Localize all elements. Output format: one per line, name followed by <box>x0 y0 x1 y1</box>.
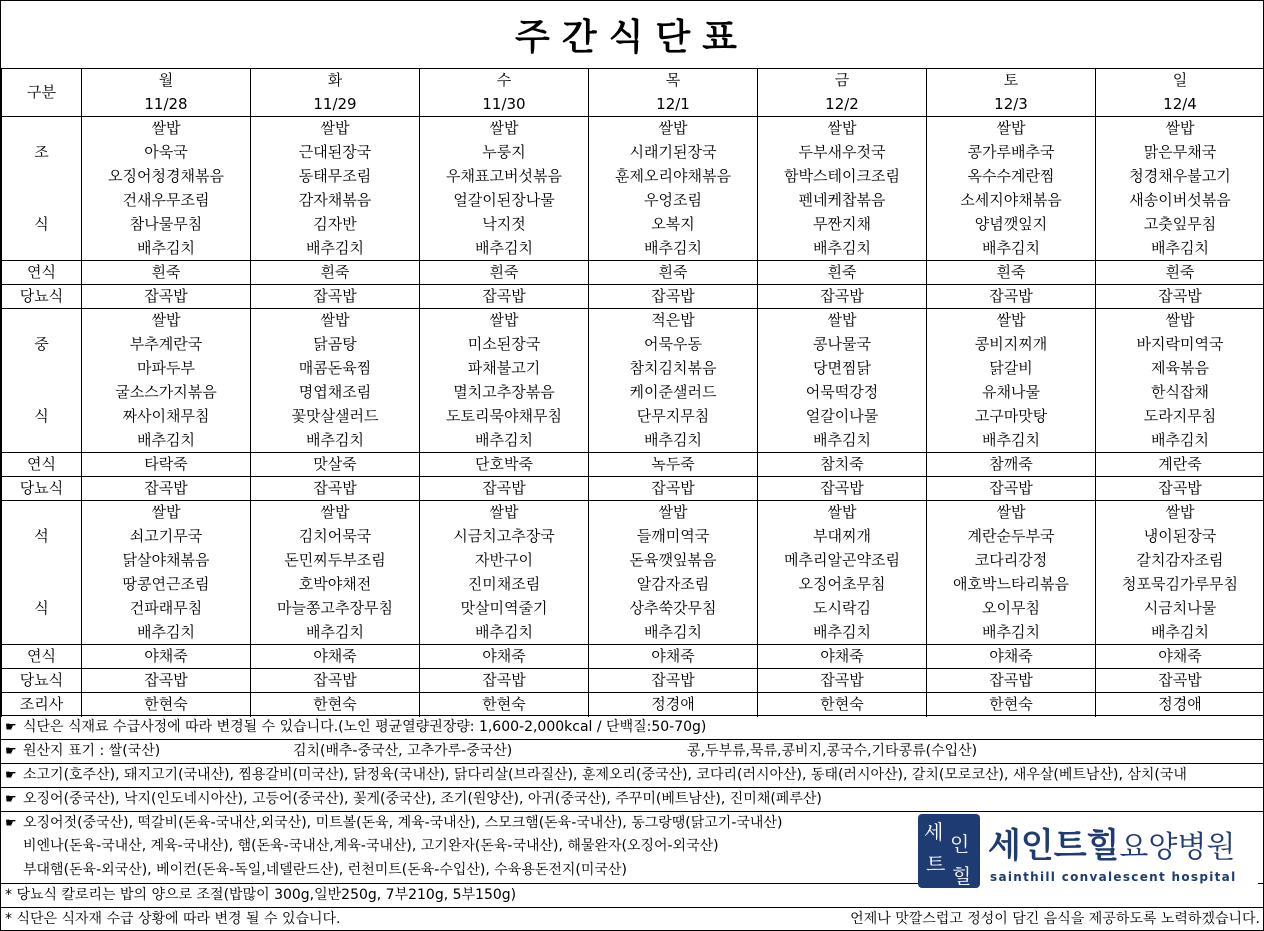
menu-cell: 쌀밥 <box>82 117 251 141</box>
menu-cell: 맛살죽 <box>251 453 420 477</box>
header-date: 12/3 <box>927 93 1096 117</box>
menu-cell: 잡곡밥 <box>927 669 1096 693</box>
row-category: 석 <box>2 525 82 549</box>
header-day: 목 <box>589 69 758 93</box>
menu-cell: 잡곡밥 <box>758 285 927 309</box>
menu-cell: 잡곡밥 <box>589 285 758 309</box>
note-seafood-origin: ☛ 오징어(중국산), 낙지(인도네시아산), 고등어(중국산), 꽃게(중국산), 조기(원양산), 아귀(중국산), 주꾸미(베트남산), 진미채(페루산) <box>1 787 1264 811</box>
menu-cell: 닭살야채볶음 <box>82 549 251 573</box>
table-row <box>2 237 1264 261</box>
menu-cell: 잡곡밥 <box>420 285 589 309</box>
menu-cell: 콩나물국 <box>758 333 927 357</box>
menu-cell: 배추김치 <box>927 237 1096 261</box>
menu-cell: 바지락미역국 <box>1096 333 1264 357</box>
menu-cell: 단호박죽 <box>420 453 589 477</box>
menu-cell: 어묵우동 <box>589 333 758 357</box>
menu-cell: 잡곡밥 <box>927 285 1096 309</box>
menu-cell: 도라지무침 <box>1096 405 1264 429</box>
pointing-hand-icon: ☛ <box>5 720 17 735</box>
menu-cell: 우엉조림 <box>589 189 758 213</box>
row-category: 당뇨식 <box>2 285 82 309</box>
menu-cell: 잡곡밥 <box>927 477 1096 501</box>
menu-cell: 쌀밥 <box>420 501 589 525</box>
menu-cell: 배추김치 <box>251 429 420 453</box>
menu-cell: 잡곡밥 <box>589 477 758 501</box>
row-category: 연식 <box>2 261 82 285</box>
menu-cell: 잡곡밥 <box>251 285 420 309</box>
menu-cell: 고춧잎무침 <box>1096 213 1264 237</box>
menu-cell: 제육볶음 <box>1096 357 1264 381</box>
menu-cell: 쌀밥 <box>420 117 589 141</box>
table-row <box>2 285 1264 309</box>
menu-cell: 파채불고기 <box>420 357 589 381</box>
row-category <box>2 621 82 645</box>
table-row <box>2 525 1264 549</box>
menu-cell: 땅콩연근조림 <box>82 573 251 597</box>
row-category: 조리사 <box>2 693 82 717</box>
table-row <box>2 189 1264 213</box>
menu-cell: 잡곡밥 <box>420 669 589 693</box>
menu-cell: 쌀밥 <box>927 117 1096 141</box>
menu-cell: 한현숙 <box>82 693 251 717</box>
menu-cell: 참나물무침 <box>82 213 251 237</box>
row-category <box>2 429 82 453</box>
menu-cell: 맑은무채국 <box>1096 141 1264 165</box>
table-row <box>2 141 1264 165</box>
note-processed-origin: ☛ 오징어젓(중국산), 떡갈비(돈육-국내산,외국산), 미트볼(돈육, 계육-국내산), 스모크햄(돈육-국내산), 동그랑땡(닭고기-국내산) <box>1 811 1264 835</box>
menu-cell: 배추김치 <box>251 237 420 261</box>
table-row <box>2 573 1264 597</box>
menu-cell: 냉이된장국 <box>1096 525 1264 549</box>
menu-cell: 얼갈이나물 <box>758 405 927 429</box>
menu-cell: 쌀밥 <box>251 501 420 525</box>
header-date: 11/29 <box>251 93 420 117</box>
table-row <box>2 693 1264 717</box>
menu-cell: 쌀밥 <box>758 501 927 525</box>
menu-cell: 짜사이채무침 <box>82 405 251 429</box>
row-category: 중 <box>2 333 82 357</box>
header-date: 11/28 <box>82 93 251 117</box>
table-row <box>2 117 1264 141</box>
note-notice: ☛ 식단은 식재료 수급사정에 따라 변경될 수 있습니다.(노인 평균열량권장량: 1,600-2,000kcal / 단백질:50-70g) <box>1 715 1264 739</box>
menu-cell: 고구마맛탕 <box>927 405 1096 429</box>
menu-cell: 야채죽 <box>251 645 420 669</box>
menu-cell: 한현숙 <box>758 693 927 717</box>
row-category: 식 <box>2 405 82 429</box>
menu-cell: 오이무침 <box>927 597 1096 621</box>
menu-cell: 건파래무침 <box>82 597 251 621</box>
menu-cell: 자반구이 <box>420 549 589 573</box>
menu-cell: 정경애 <box>1096 693 1264 717</box>
menu-cell: 흰죽 <box>82 261 251 285</box>
menu-cell: 배추김치 <box>1096 429 1264 453</box>
header-date: 12/2 <box>758 93 927 117</box>
menu-cell: 배추김치 <box>927 429 1096 453</box>
menu-cell: 콩가루배추국 <box>927 141 1096 165</box>
menu-cell: 야채죽 <box>420 645 589 669</box>
menu-cell: 잡곡밥 <box>1096 477 1264 501</box>
menu-cell: 유채나물 <box>927 381 1096 405</box>
menu-cell: 새송이버섯볶음 <box>1096 189 1264 213</box>
menu-cell: 잡곡밥 <box>1096 669 1264 693</box>
menu-cell: 야채죽 <box>758 645 927 669</box>
menu-cell: 근대된장국 <box>251 141 420 165</box>
table-row <box>2 309 1264 333</box>
menu-cell: 양념깻잎지 <box>927 213 1096 237</box>
menu-cell: 계란죽 <box>1096 453 1264 477</box>
note-meat-origin: ☛ 소고기(호주산), 돼지고기(국내산), 찜용갈비(미국산), 닭정육(국내산), 닭다리살(브라질산), 훈제오리(중국산), 코다리(러시아산), 동태(러시아산), 갈치(모로코산), 새우살(베트남산), 삼치(국내 <box>1 763 1264 787</box>
header-date: 12/1 <box>589 93 758 117</box>
menu-cell: 한현숙 <box>251 693 420 717</box>
header-day: 수 <box>420 69 589 93</box>
menu-cell: 잡곡밥 <box>82 477 251 501</box>
header-day: 화 <box>251 69 420 93</box>
menu-cell: 정경애 <box>589 693 758 717</box>
menu-cell: 계란순두부국 <box>927 525 1096 549</box>
menu-cell: 배추김치 <box>589 621 758 645</box>
menu-cell: 쌀밥 <box>1096 309 1264 333</box>
row-category: 식 <box>2 213 82 237</box>
menu-cell: 진미채조림 <box>420 573 589 597</box>
menu-cell: 메추리알곤약조림 <box>758 549 927 573</box>
logo-emblem: 세 인 트 힐 <box>918 814 980 888</box>
menu-cell: 잡곡밥 <box>420 477 589 501</box>
menu-cell: 쌀밥 <box>251 117 420 141</box>
header-row-dates <box>2 93 1264 117</box>
menu-cell: 청경채우불고기 <box>1096 165 1264 189</box>
menu-cell: 배추김치 <box>589 429 758 453</box>
note-footer: * 식단은 식자재 수급 상황에 따라 변경 될 수 있습니다. 언제나 맛깔스럽고 정성이 담긴 음식을 제공하도록 노력하겠습니다. <box>1 907 1264 931</box>
menu-cell: 김자반 <box>251 213 420 237</box>
menu-cell: 누룽지 <box>420 141 589 165</box>
row-category: 조 <box>2 141 82 165</box>
menu-cell: 오징어청경채볶음 <box>82 165 251 189</box>
menu-cell: 흰죽 <box>927 261 1096 285</box>
hospital-logo <box>918 814 1258 892</box>
menu-cell: 흰죽 <box>758 261 927 285</box>
row-category <box>2 189 82 213</box>
menu-cell: 펜네케찹볶음 <box>758 189 927 213</box>
menu-cell: 참치죽 <box>758 453 927 477</box>
menu-cell: 옥수수계란찜 <box>927 165 1096 189</box>
row-category: 식 <box>2 597 82 621</box>
menu-cell: 아욱국 <box>82 141 251 165</box>
menu-cell: 부추계란국 <box>82 333 251 357</box>
menu-cell: 잡곡밥 <box>251 669 420 693</box>
logo-name: 세인트힐요양병원 <box>988 826 1236 866</box>
menu-cell: 잡곡밥 <box>758 669 927 693</box>
menu-cell: 쌀밥 <box>758 309 927 333</box>
menu-cell: 쌀밥 <box>589 501 758 525</box>
menu-cell: 마파두부 <box>82 357 251 381</box>
menu-cell: 잡곡밥 <box>82 285 251 309</box>
page-title: 주간식단표 <box>515 17 749 58</box>
row-category <box>2 573 82 597</box>
menu-cell: 동태무조림 <box>251 165 420 189</box>
header-label: 구분 <box>2 69 82 117</box>
menu-cell: 우채표고버섯볶음 <box>420 165 589 189</box>
menu-cell: 굴소스가지볶음 <box>82 381 251 405</box>
row-category: 연식 <box>2 453 82 477</box>
pointing-hand-icon: ☛ <box>5 744 17 759</box>
menu-cell: 흰죽 <box>251 261 420 285</box>
menu-cell: 참깨죽 <box>927 453 1096 477</box>
menu-cell: 단무지무침 <box>589 405 758 429</box>
menu-cell: 쌀밥 <box>82 309 251 333</box>
menu-cell: 타락죽 <box>82 453 251 477</box>
row-category <box>2 237 82 261</box>
row-category <box>2 309 82 333</box>
menu-cell: 멸치고추장볶음 <box>420 381 589 405</box>
menu-cell: 꽃맛살샐러드 <box>251 405 420 429</box>
menu-cell: 시금치고추장국 <box>420 525 589 549</box>
menu-cell: 닭갈비 <box>927 357 1096 381</box>
menu-cell: 배추김치 <box>1096 621 1264 645</box>
header-row-days <box>2 69 1264 93</box>
menu-cell: 훈제오리야채볶음 <box>589 165 758 189</box>
pointing-hand-icon: ☛ <box>5 816 17 831</box>
row-category <box>2 357 82 381</box>
menu-cell: 코다리강정 <box>927 549 1096 573</box>
table-row <box>2 549 1264 573</box>
menu-cell: 배추김치 <box>420 429 589 453</box>
menu-cell: 두부새우젓국 <box>758 141 927 165</box>
menu-cell: 오복지 <box>589 213 758 237</box>
menu-cell: 함박스테이크조림 <box>758 165 927 189</box>
menu-cell: 닭곰탕 <box>251 333 420 357</box>
menu-cell: 김치어묵국 <box>251 525 420 549</box>
pointing-hand-icon: ☛ <box>5 768 17 783</box>
table-row <box>2 597 1264 621</box>
menu-cell: 청포묵김가루무침 <box>1096 573 1264 597</box>
note-diabetic-calorie: * 당뇨식 칼로리는 밥의 양으로 조절(밥많이 300g,일반250g, 7부210g, 5부150g) <box>1 883 1264 907</box>
menu-cell: 야채죽 <box>927 645 1096 669</box>
menu-cell: 쌀밥 <box>420 309 589 333</box>
menu-cell: 적은밥 <box>589 309 758 333</box>
menu-cell: 한현숙 <box>420 693 589 717</box>
menu-cell: 잡곡밥 <box>758 477 927 501</box>
menu-cell: 케이준샐러드 <box>589 381 758 405</box>
menu-cell: 배추김치 <box>927 621 1096 645</box>
menu-cell: 잡곡밥 <box>1096 285 1264 309</box>
row-category: 연식 <box>2 645 82 669</box>
menu-cell: 쌀밥 <box>589 117 758 141</box>
menu-cell: 참치김치볶음 <box>589 357 758 381</box>
menu-cell: 배추김치 <box>82 621 251 645</box>
menu-cell: 애호박느타리볶음 <box>927 573 1096 597</box>
menu-cell: 야채죽 <box>589 645 758 669</box>
row-category <box>2 165 82 189</box>
menu-cell: 잡곡밥 <box>251 477 420 501</box>
table-row <box>2 165 1264 189</box>
row-category <box>2 549 82 573</box>
menu-cell: 무짠지채 <box>758 213 927 237</box>
menu-cell: 배추김치 <box>589 237 758 261</box>
menu-cell: 배추김치 <box>758 621 927 645</box>
menu-cell: 맛살미역줄기 <box>420 597 589 621</box>
menu-cell: 흰죽 <box>420 261 589 285</box>
row-category <box>2 501 82 525</box>
header-day: 금 <box>758 69 927 93</box>
menu-cell: 배추김치 <box>758 429 927 453</box>
menu-cell: 쇠고기무국 <box>82 525 251 549</box>
menu-cell: 소세지야채볶음 <box>927 189 1096 213</box>
menu-cell: 마늘쫑고추장무침 <box>251 597 420 621</box>
menu-cell: 미소된장국 <box>420 333 589 357</box>
row-category: 당뇨식 <box>2 669 82 693</box>
table-row <box>2 429 1264 453</box>
note-processed-origin-2: 비엔나(돈육-국내산, 계육-국내산), 햄(돈육-국내산,계육-국내산), 고기완자(돈육-국내산), 해물완자(오징어-외국산) <box>23 838 719 854</box>
logo-subtitle: sainthill convalescent hospital <box>990 870 1237 884</box>
menu-cell: 낙지젓 <box>420 213 589 237</box>
menu-cell: 당면찜닭 <box>758 357 927 381</box>
menu-cell: 쌀밥 <box>927 501 1096 525</box>
table-row <box>2 405 1264 429</box>
menu-cell: 어묵떡강정 <box>758 381 927 405</box>
menu-cell: 야채죽 <box>1096 645 1264 669</box>
menu-cell: 쌀밥 <box>251 309 420 333</box>
menu-cell: 콩비지찌개 <box>927 333 1096 357</box>
menu-cell: 한현숙 <box>927 693 1096 717</box>
header-date: 12/4 <box>1096 93 1264 117</box>
menu-cell: 배추김치 <box>1096 237 1264 261</box>
menu-cell: 들깨미역국 <box>589 525 758 549</box>
menu-cell: 갈치감자조림 <box>1096 549 1264 573</box>
table-row <box>2 501 1264 525</box>
menu-cell: 배추김치 <box>420 621 589 645</box>
menu-cell: 돈육깻잎볶음 <box>589 549 758 573</box>
table-row <box>2 453 1264 477</box>
table-row <box>2 621 1264 645</box>
menu-cell: 호박야채전 <box>251 573 420 597</box>
table-row <box>2 381 1264 405</box>
menu-cell: 흰죽 <box>589 261 758 285</box>
menu-cell: 한식잡채 <box>1096 381 1264 405</box>
header-day: 토 <box>927 69 1096 93</box>
pointing-hand-icon: ☛ <box>5 792 17 807</box>
header-date: 11/30 <box>420 93 589 117</box>
table-row <box>2 333 1264 357</box>
menu-cell: 오징어초무침 <box>758 573 927 597</box>
table-row <box>2 213 1264 237</box>
menu-cell: 상추쑥갓무침 <box>589 597 758 621</box>
menu-cell: 쌀밥 <box>1096 501 1264 525</box>
menu-cell: 흰죽 <box>1096 261 1264 285</box>
menu-cell: 알감자조림 <box>589 573 758 597</box>
menu-cell: 배추김치 <box>82 237 251 261</box>
menu-cell: 쌀밥 <box>82 501 251 525</box>
menu-cell: 배추김치 <box>420 237 589 261</box>
note-processed-origin-3: 부대햄(돈육-외국산), 베이컨(돈육-독일,네델란드산), 런천미트(돈육-수입산), 수육용돈전지(미국산) <box>23 862 627 878</box>
menu-cell: 부대찌개 <box>758 525 927 549</box>
menu-cell: 녹두죽 <box>589 453 758 477</box>
menu-cell: 배추김치 <box>758 237 927 261</box>
menu-cell: 배추김치 <box>251 621 420 645</box>
menu-cell: 쌀밥 <box>1096 117 1264 141</box>
table-row <box>2 645 1264 669</box>
note-origin: ☛ 원산지 표기 : 쌀(국산) 김치(배추-중국산, 고추가루-중국산) 콩,두부류,묵류,콩비지,콩국수,기타콩류(수입산) <box>1 739 1264 763</box>
table-row <box>2 357 1264 381</box>
header-day: 일 <box>1096 69 1264 93</box>
menu-cell: 쌀밥 <box>758 117 927 141</box>
menu-cell: 돈민찌두부조림 <box>251 549 420 573</box>
table-row <box>2 261 1264 285</box>
menu-cell: 잡곡밥 <box>82 669 251 693</box>
table-row <box>2 477 1264 501</box>
menu-cell: 도시락김 <box>758 597 927 621</box>
weekly-menu-table <box>1 68 1264 717</box>
menu-cell: 매콤돈육찜 <box>251 357 420 381</box>
menu-cell: 쌀밥 <box>927 309 1096 333</box>
menu-cell: 감자채볶음 <box>251 189 420 213</box>
row-category <box>2 381 82 405</box>
menu-cell: 배추김치 <box>82 429 251 453</box>
menu-cell: 야채죽 <box>82 645 251 669</box>
menu-cell: 시금치나물 <box>1096 597 1264 621</box>
header-day: 월 <box>82 69 251 93</box>
menu-cell: 도토리묵야채무침 <box>420 405 589 429</box>
menu-cell: 건새우무조림 <box>82 189 251 213</box>
menu-cell: 얼갈이된장나물 <box>420 189 589 213</box>
row-category <box>2 117 82 141</box>
row-category: 당뇨식 <box>2 477 82 501</box>
table-row <box>2 669 1264 693</box>
menu-cell: 명엽채조림 <box>251 381 420 405</box>
menu-cell: 시래기된장국 <box>589 141 758 165</box>
menu-cell: 잡곡밥 <box>589 669 758 693</box>
